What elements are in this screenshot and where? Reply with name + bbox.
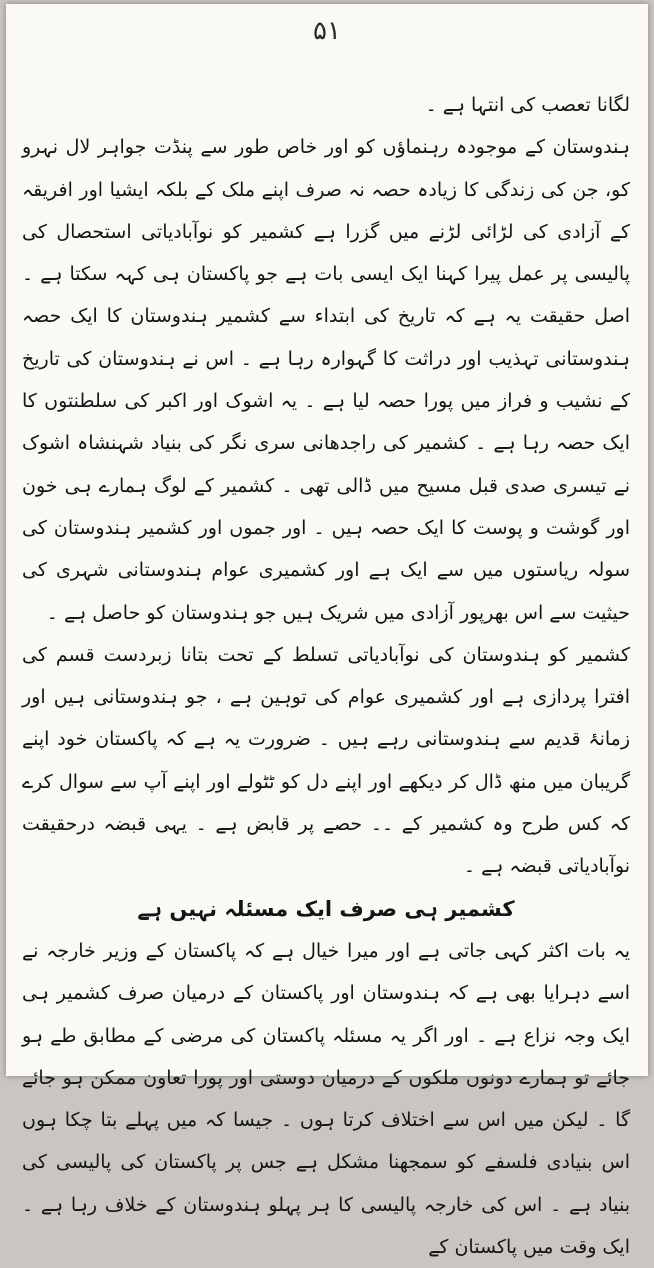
paragraph-4: یہ بات اکثر کہی جاتی ہے اور میرا خیال ہے کہ پاکستان کے وزیر خارجہ نے اسے دہرایا بھی ہے کہ ہندوستان اور پاکستان کے درمیان صرف کشمیر ہی ایک وجہ نزاع ہے ۔ اور اگر یہ مسئلہ پاکستان کی مرضی کے مطابق طے ہو جائے تو ہمارے دونوں ملکوں کے درمیان دوستی اور پورا تعاون ممکن ہو جائے گا ۔ لیکن میں اس سے اختلاف کرتا ہوں ۔ جیسا کہ میں پہلے بتا چکا ہوں اس بنیادی فلسفے کو سمجھنا مشکل ہے جس پر پاکستان کی پالیسی کی بنیاد ہے ۔ اس کی خارجہ پالیسی کا ہر پہلو ہندوستان کے خلاف رہا ہے ۔ ایک وقت میں پاکستان کے	[22, 939, 630, 1259]
paragraph-1: لگانا تعصب کی انتہا ہے ۔	[425, 94, 630, 116]
page-body	[22, 84, 630, 1268]
page-number: ۵۱	[313, 16, 341, 46]
book-page	[6, 4, 648, 1259]
paragraph-3: کشمیر کو ہندوستان کی نوآبادیاتی تسلط کے تحت بتانا زبردست قسم کی افترا پردازی ہے اور کشمیری عوام کی توہین ہے ، جو ہندوستانی ہیں اور زمانۂ قدیم سے ہندوستانی رہے ہیں ۔ ضرورت یہ ہے کہ پاکستان خود اپنے گریبان میں منھ ڈال کر دیکھے اور اپنے دل کو ٹٹولے اور اپنے آپ سے سوال کرے کہ کس طرح وہ کشمیر کے ۔۔ حصے پر قابض ہے ۔ یہی قبضہ درحقیقت نوآبادیاتی قبضہ ہے ۔	[22, 643, 630, 878]
paragraph-2: ہندوستان کے موجودہ رہنماؤں کو اور خاص طور سے پنڈت جواہر لال نہرو کو، جن کی زندگی کا زیادہ حصہ نہ صرف اپنے ملک کے بلکہ ایشیا اور افریقہ کے آزادی کی لڑائی لڑنے میں گزرا ہے کشمیر کو نوآبادیاتی استحصال کی پالیسی پر عمل پیرا کہنا ایک ایسی بات ہے جو پاکستان ہی کہہ سکتا ہے ۔ اصل حقیقت یہ ہے کہ تاریخ کی ابتداء سے کشمیر ہندوستان کا ایک حصہ ہندوستانی تہذیب اور دراثت کا گہوارہ رہا ہے ۔ اس نے ہندوستان کی تاریخ کے نشیب و فراز میں پورا حصہ لیا ہے ۔ یہ اشوک اور اکبر کی سلطنتوں کا ایک حصہ رہا ہے ۔ کشمیر کی راجدھانی سری نگر کی بنیاد شہنشاہ اشوک نے تیسری صدی قبل مسیح میں ڈالی تھی ۔ کشمیر کے لوگ ہمارے ہی خون اور گوشت و پوست کا ایک حصہ ہیں ۔ اور جموں اور کشمیر ہندوستان کی سولہ ریاستوں میں سے ایک ہے اور کشمیری عوام ہندوستانی شہری کی حیثیت سے اس بھرپور آزادی میں شریک ہیں جو ہندوستان کو حاصل ہے ۔	[22, 136, 630, 624]
section-heading: کشمیر ہی صرف ایک مسئلہ نہیں ہے	[137, 896, 515, 921]
